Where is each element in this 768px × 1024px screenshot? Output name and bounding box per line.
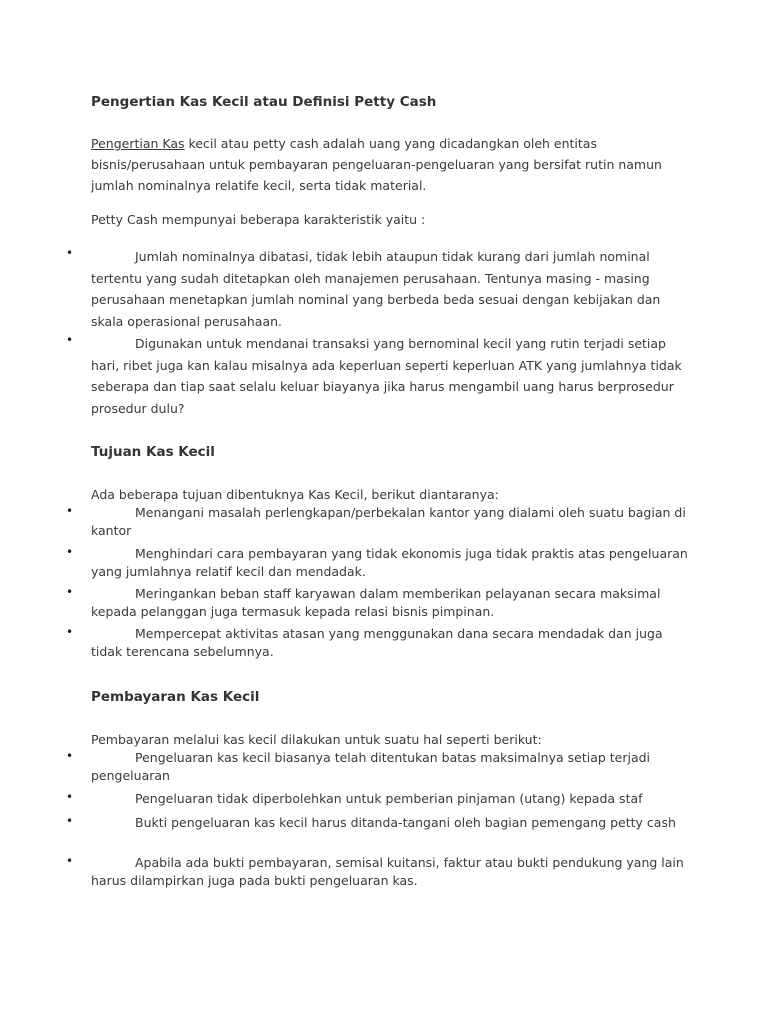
pengertian-kas-link[interactable]: Pengertian Kas [91,136,185,151]
bullet-icon: • [66,749,74,763]
list-item-text: Bukti pengeluaran kas kecil harus ditanda-tangani oleh bagian pemengang petty cash [135,815,676,830]
bullet-icon: • [66,790,74,804]
bullet-icon: • [66,504,74,518]
list-item-text: Apabila ada bukti pembayaran, semisal kuitansi, faktur atau bukti pendukung yang lain harus dilampirkan juga pada bukti pengeluaran kas. [91,855,684,888]
list-item-text: Digunakan untuk mendanai transaksi yang bernominal kecil yang rutin terjadi setiap hari, ribet juga kan kalau misalnya ada keperluan seperti keperluan ATK yang jumlahnya tidak seberapa dan tiap saat selalu keluar biayanya jika harus mengambil uang harus berprosedur prosedur dulu? [91,336,682,416]
section-title-definition: Pengertian Kas Kecil atau Definisi Petty Cash [91,94,437,110]
bullet-icon: • [66,333,74,347]
list-item-text: Meringankan beban staff karyawan dalam memberikan pelayanan secara maksimal kepada pelanggan juga termasuk kepada relasi bisnis pimpinan. [91,586,661,619]
list-item-text: Menghindari cara pembayaran yang tidak ekonomis juga tidak praktis atas pengeluaran yang jumlahnya relatif kecil dan mendadak. [91,546,688,579]
list-item-text: Pengeluaran kas kecil biasanya telah ditentukan batas maksimalnya setiap terjadi pengeluaran [91,750,651,783]
list-item-text: Mempercepat aktivitas atasan yang menggunakan dana secara mendadak dan juga tidak terencana sebelumnya. [91,626,663,659]
bullet-icon: • [66,854,74,868]
pembayaran-lead: Pembayaran melalui kas kecil dilakukan untuk suatu hal seperti berikut: [91,732,542,747]
bullet-icon: • [66,625,74,639]
bullet-icon: • [66,246,74,260]
bullet-icon: • [66,545,74,559]
section-title-tujuan: Tujuan Kas Kecil [91,444,215,460]
list-item-text: Jumlah nominalnya dibatasi, tidak lebih ataupun tidak kurang dari jumlah nominal tertentu yang sudah ditetapkan oleh manajemen perusahaan. Tentunya masing - masing perusahaan menetapkan jumlah nominal yang berbeda beda sesuai dengan kebijakan dan skala operasional perusahaan. [91,249,661,329]
bullet-icon: • [66,814,74,828]
list-item-text: Menangani masalah perlengkapan/perbekalan kantor yang dialami oleh suatu bagian di kantor [91,505,686,538]
tujuan-lead: Ada beberapa tujuan dibentuknya Kas Kecil, berikut diantaranya: [91,487,499,502]
definition-intro-text: kecil atau petty cash adalah uang yang dicadangkan oleh entitas bisnis/perusahaan untuk pembayaran pengeluaran-pengeluaran yang bersifat rutin namun jumlah nominalnya relatife kecil, serta tidak material. [91,136,662,193]
section-title-pembayaran: Pembayaran Kas Kecil [91,689,260,705]
bullet-icon: • [66,585,74,599]
definition-intro [91,133,691,196]
list-item-text: Pengeluaran tidak diperbolehkan untuk pemberian pinjaman (utang) kepada staf [135,791,643,806]
definition-lead: Petty Cash mempunyai beberapa karakteristik yaitu : [91,212,426,227]
